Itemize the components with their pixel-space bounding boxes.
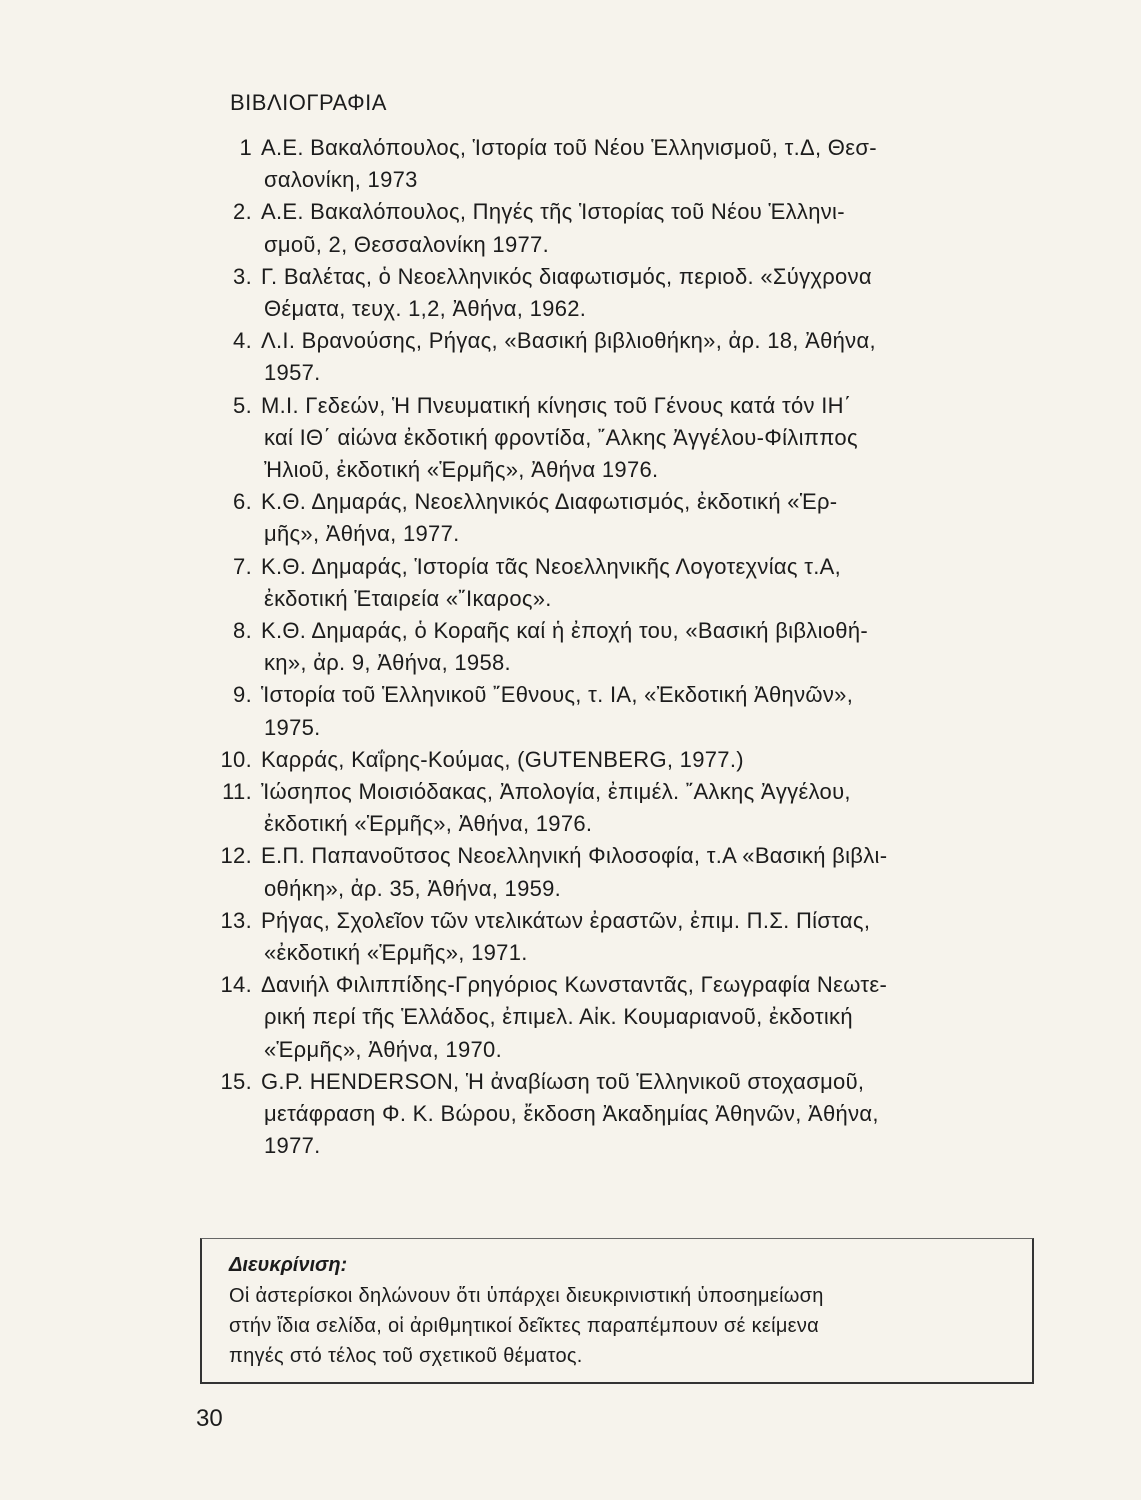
entry-line: ἐκδοτική «Ἑρμῆς», Ἀθήνα, 1976. bbox=[264, 811, 593, 837]
bibliography-entry bbox=[0, 196, 1141, 260]
entry-line: Ἱστορία τοῦ Ἑλληνικοῦ ῎Εθνους, τ. ΙΑ, «Ἐκδοτική Ἀθηνῶν», bbox=[261, 682, 854, 708]
entry-line: οθήκη», ἀρ. 35, Ἀθήνα, 1959. bbox=[264, 875, 562, 901]
bibliography-entry bbox=[0, 969, 1141, 1066]
entry-line: «Ἑρμῆς», Ἀθήνα, 1970. bbox=[264, 1036, 502, 1062]
entry-number: 15. bbox=[220, 1068, 252, 1094]
entry-line: Γ. Βαλέτας, ὁ Νεοελληνικός διαφωτισμός, περιοδ. «Σύγχρονα bbox=[261, 263, 872, 289]
page-number: 30 bbox=[196, 1405, 223, 1432]
entry-line: ἐκδοτική Ἑταιρεία «῎Ικαρος». bbox=[264, 585, 552, 611]
clarification-line: στήν ἴδια σελίδα, οἱ ἀριθμητικοί δεῖκτες παραπέμπουν σέ κείμενα bbox=[229, 1315, 820, 1337]
entry-line: Μ.Ι. Γεδεών, Ἡ Πνευματική κίνησις τοῦ Γένους κατά τόν ΙΗ΄ bbox=[261, 392, 852, 418]
entry-line: μετάφραση Φ. Κ. Βώρου, ἔκδοση Ἀκαδημίας Ἀθηνῶν, Ἀθήνα, bbox=[264, 1101, 879, 1127]
clarification-line: Οἱ ἀστερίσκοι δηλώνουν ὅτι ὑπάρχει διευκρινιστική ὑποσημείωση bbox=[229, 1285, 824, 1307]
entry-line: Ἰώσηπος Μοισιόδακας, Ἀπολογία, ἐπιμέλ. ῎Αλκης Ἀγγέλου, bbox=[261, 779, 851, 805]
entry-number: 11. bbox=[222, 779, 252, 805]
entry-line: Θέματα, τευχ. 1,2, Ἀθήνα, 1962. bbox=[264, 296, 587, 322]
entry-line: κη», ἀρ. 9, Ἀθήνα, 1958. bbox=[264, 650, 511, 676]
clarification-title: Διευκρίνιση: bbox=[229, 1254, 348, 1276]
bibliography-entry bbox=[0, 325, 1141, 389]
entry-line: Κ.Θ. Δημαράς, Ἱστορία τᾶς Νεοελληνικῆς Λογοτεχνίας τ.Α, bbox=[261, 553, 842, 579]
clarification-line: πηγές στό τέλος τοῦ σχετικοῦ θέματος. bbox=[229, 1345, 583, 1367]
entry-line: Κ.Θ. Δημαράς, Νεοελληνικός Διαφωτισμός, ἐκδοτική «Ἑρ- bbox=[261, 489, 838, 515]
entry-line: 1957. bbox=[264, 360, 321, 386]
bibliography-entry bbox=[0, 551, 1141, 615]
bibliography-entry bbox=[0, 744, 1141, 776]
entry-line: ρική περί τῆς Ἑλλάδος, ἐπιμελ. Αἰκ. Κουμαριανοῦ, ἐκδοτική bbox=[264, 1004, 853, 1030]
entry-line: μῆς», Ἀθήνα, 1977. bbox=[264, 521, 460, 547]
entry-number: 10. bbox=[220, 746, 252, 772]
entry-line: Ἠλιοῦ, ἐκδοτική «Ἑρμῆς», Ἀθήνα 1976. bbox=[264, 457, 659, 483]
entry-line: Ρήγας, Σχολεῖον τῶν ντελικάτων ἐραστῶν, ἐπιμ. Π.Σ. Πίστας, bbox=[261, 907, 871, 933]
entry-line: 1977. bbox=[264, 1133, 321, 1159]
entry-number: 4. bbox=[233, 328, 252, 354]
entry-line: G.P. HENDERSON, Ἡ ἀναβίωση τοῦ Ἑλληνικοῦ στοχασμοῦ, bbox=[261, 1068, 865, 1094]
clarification-box bbox=[200, 1238, 1034, 1384]
entry-line: Καρράς, Καΐρης-Κούμας, (GUTENBERG, 1977.) bbox=[261, 746, 744, 772]
bibliography-list bbox=[0, 132, 1141, 1163]
entry-number: 5. bbox=[233, 392, 252, 418]
bibliography-entry bbox=[0, 776, 1141, 840]
entry-number: 12. bbox=[220, 843, 252, 869]
bibliography-heading: ΒΙΒΛΙΟΓΡΑΦΙΑ bbox=[230, 90, 387, 115]
bibliography-entry bbox=[0, 261, 1141, 325]
entry-line: σμοῦ, 2, Θεσσαλονίκη 1977. bbox=[264, 231, 549, 257]
bibliography-entry bbox=[0, 390, 1141, 487]
clarification-text bbox=[229, 1281, 824, 1371]
entry-line: 1975. bbox=[264, 714, 321, 740]
entry-line: σαλονίκη, 1973 bbox=[264, 167, 418, 193]
entry-number: 2. bbox=[233, 199, 252, 225]
bibliography-entry bbox=[0, 615, 1141, 679]
bibliography-entry bbox=[0, 132, 1141, 196]
bibliography-entry bbox=[0, 486, 1141, 550]
entry-number: 8. bbox=[233, 618, 252, 644]
entry-line: Α.Ε. Βακαλόπουλος, Πηγές τῆς Ἱστορίας τοῦ Νέου Ἑλληνι- bbox=[261, 199, 845, 225]
entry-number: 3. bbox=[233, 263, 252, 289]
bibliography-entry bbox=[0, 905, 1141, 969]
entry-number: 9. bbox=[233, 682, 252, 708]
bibliography-entry bbox=[0, 679, 1141, 743]
entry-number: 13. bbox=[220, 907, 252, 933]
entry-number: 1 bbox=[239, 135, 252, 160]
entry-number: 14. bbox=[220, 972, 252, 998]
bibliography-entry bbox=[0, 840, 1141, 904]
entry-line: Ε.Π. Παπανοῦτσος Νεοελληνική Φιλοσοφία, τ.Α «Βασική βιβλι- bbox=[261, 843, 888, 869]
entry-line: «ἐκδοτική «Ἑρμῆς», 1971. bbox=[264, 940, 528, 966]
entry-line: Α.Ε. Βακαλόπουλος, Ἱστορία τοῦ Νέου Ἑλληνισμοῦ, τ.Δ, Θεσ- bbox=[261, 135, 877, 160]
entry-line: Λ.Ι. Βρανούσης, Ρήγας, «Βασική βιβλιοθήκη», ἀρ. 18, Ἀθήνα, bbox=[261, 328, 876, 354]
entry-line: Κ.Θ. Δημαράς, ὁ Κοραῆς καί ἡ ἐποχή του, «Βασική βιβλιοθή- bbox=[261, 618, 869, 644]
entry-number: 7. bbox=[233, 553, 252, 579]
entry-line: Δανιήλ Φιλιππίδης-Γρηγόριος Κωνσταντᾶς, Γεωγραφία Νεωτε- bbox=[261, 972, 888, 998]
entry-number: 6. bbox=[233, 489, 252, 515]
entry-line: καί ΙΘ΄ αἰώνα ἐκδοτική φροντίδα, ῎Αλκης Ἀγγέλου-Φίλιππος bbox=[264, 424, 858, 450]
bibliography-entry bbox=[0, 1066, 1141, 1163]
